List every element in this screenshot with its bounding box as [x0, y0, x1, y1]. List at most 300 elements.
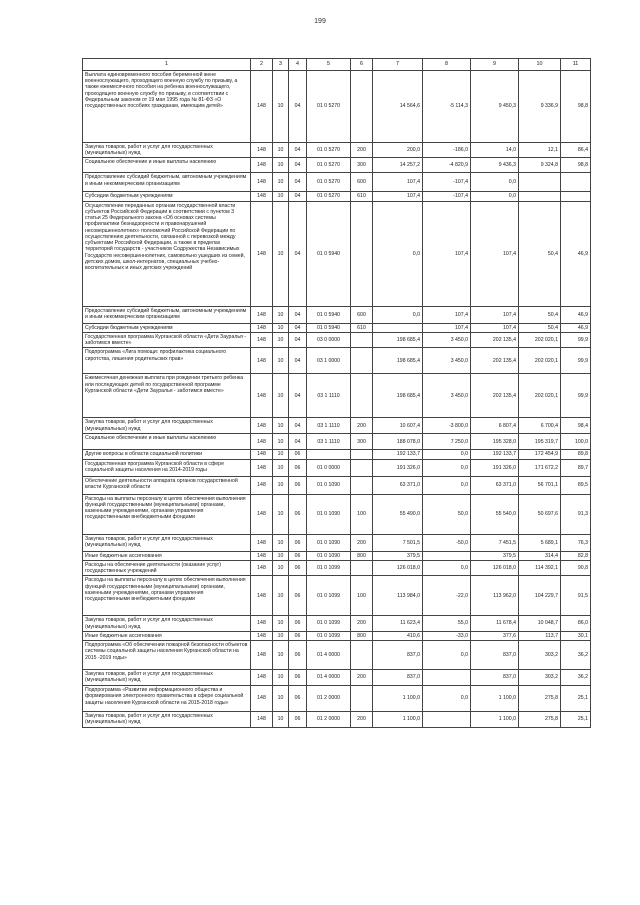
row-name-cell: Закупка товаров, работ и услуг для государственных (муниципальных) нужд	[83, 143, 251, 158]
row-value-cell: 10	[273, 418, 289, 434]
table-row	[83, 641, 591, 670]
column-header: 1	[83, 59, 251, 71]
row-value-cell: 610	[351, 192, 373, 201]
row-value-cell: 10	[273, 450, 289, 459]
row-name-cell: Подпрограмма «Развитие информационного общества и формирования электронного правительства в сфере социальной защиты населения Курганской области на 2015-2018 годы»	[83, 686, 251, 712]
row-value-cell: 01 0 1099	[307, 560, 351, 575]
row-value-cell: 202 020,1	[519, 374, 561, 418]
row-value-cell: 148	[251, 332, 273, 347]
row-value-cell: 107,4	[423, 201, 471, 306]
row-value-cell: 50,4	[519, 201, 561, 306]
row-name-cell: Закупка товаров, работ и услуг для государственных (муниципальных) нужд	[83, 712, 251, 727]
row-value-cell: 01 0 1099	[307, 616, 351, 631]
row-value-cell: 300	[351, 158, 373, 173]
row-value-cell: 01 0 1090	[307, 551, 351, 560]
row-value-cell: 98,8	[561, 71, 591, 143]
row-value-cell: 25,1	[561, 686, 591, 712]
row-value-cell: 06	[289, 670, 307, 686]
row-value-cell: 7 501,5	[373, 534, 423, 551]
row-name-cell: Иные бюджетные ассигнования	[83, 551, 251, 560]
row-value-cell: 1 100,0	[471, 686, 519, 712]
row-value-cell: 04	[289, 434, 307, 450]
row-value-cell: 198 685,4	[373, 332, 423, 347]
row-value-cell	[373, 323, 423, 332]
row-value-cell: 113 962,0	[471, 576, 519, 616]
row-value-cell: 10	[273, 143, 289, 158]
row-value-cell: 200	[351, 616, 373, 631]
row-value-cell: 148	[251, 201, 273, 306]
row-name-cell: Закупка товаров, работ и услуг для государственных (муниципальных) нужд	[83, 418, 251, 434]
row-value-cell: 14,0	[471, 143, 519, 158]
row-value-cell: 148	[251, 374, 273, 418]
row-value-cell: 04	[289, 71, 307, 143]
row-value-cell: 148	[251, 459, 273, 476]
row-value-cell: 100,0	[561, 434, 591, 450]
row-value-cell: -4 820,9	[423, 158, 471, 173]
row-value-cell	[423, 670, 471, 686]
row-value-cell: 06	[289, 560, 307, 575]
row-value-cell: 01 0 1099	[307, 576, 351, 616]
row-value-cell: 04	[289, 418, 307, 434]
row-value-cell	[351, 641, 373, 670]
row-value-cell: 50,0	[423, 494, 471, 534]
row-value-cell: 0,0	[423, 459, 471, 476]
row-value-cell: 800	[351, 551, 373, 560]
row-value-cell: 30,1	[561, 631, 591, 640]
row-value-cell	[351, 450, 373, 459]
row-value-cell: 01 0 5270	[307, 71, 351, 143]
column-header: 10	[519, 59, 561, 71]
table-row	[83, 712, 591, 727]
row-value-cell: 10	[273, 631, 289, 640]
table-row	[83, 494, 591, 534]
row-value-cell: 192 133,7	[373, 450, 423, 459]
row-value-cell	[351, 459, 373, 476]
row-value-cell: 04	[289, 158, 307, 173]
row-value-cell	[561, 173, 591, 192]
row-value-cell: 36,2	[561, 670, 591, 686]
row-value-cell: 06	[289, 641, 307, 670]
row-value-cell: 99,9	[561, 332, 591, 347]
row-value-cell: 0,0	[423, 686, 471, 712]
row-value-cell: 200,0	[373, 143, 423, 158]
row-name-cell: Расходы на выплаты персоналу в целях обеспечения выполнения функций государственными (муниципальными) органами, казенными учреждениями, органами управления государственными внебюджетными фондами	[83, 494, 251, 534]
row-value-cell: 113 984,0	[373, 576, 423, 616]
row-value-cell: 01 2 0000	[307, 712, 351, 727]
row-value-cell: 0,0	[373, 201, 423, 306]
column-header: 3	[273, 59, 289, 71]
row-value-cell: 25,1	[561, 712, 591, 727]
row-value-cell: 06	[289, 631, 307, 640]
table-row	[83, 374, 591, 418]
row-value-cell: 148	[251, 476, 273, 494]
row-value-cell: 148	[251, 686, 273, 712]
row-value-cell: 63 371,0	[471, 476, 519, 494]
row-value-cell: 82,8	[561, 551, 591, 560]
row-value-cell: 200	[351, 712, 373, 727]
row-value-cell: 76,3	[561, 534, 591, 551]
row-value-cell: 06	[289, 534, 307, 551]
row-value-cell: 148	[251, 616, 273, 631]
row-value-cell: 107,4	[373, 173, 423, 192]
row-value-cell	[351, 348, 373, 374]
row-value-cell: 200	[351, 534, 373, 551]
row-value-cell: 200	[351, 418, 373, 434]
row-name-cell: Субсидии бюджетным учреждениям	[83, 323, 251, 332]
row-value-cell: 01 0 5270	[307, 173, 351, 192]
row-value-cell: 04	[289, 143, 307, 158]
row-value-cell: 01 2 0000	[307, 686, 351, 712]
row-value-cell: 107,4	[373, 192, 423, 201]
row-value-cell: 99,9	[561, 348, 591, 374]
row-value-cell: 410,6	[373, 631, 423, 640]
row-value-cell: 03 0 0000	[307, 332, 351, 347]
row-value-cell: 04	[289, 192, 307, 201]
row-value-cell: 3 450,0	[423, 348, 471, 374]
row-value-cell: 50 697,6	[519, 494, 561, 534]
row-value-cell: 837,0	[373, 670, 423, 686]
row-value-cell: 01 0 5270	[307, 158, 351, 173]
row-value-cell: 04	[289, 306, 307, 323]
row-value-cell: 10	[273, 551, 289, 560]
row-value-cell: 06	[289, 551, 307, 560]
row-value-cell: 379,5	[373, 551, 423, 560]
row-name-cell: Обеспечение деятельности аппарата органов государственной власти Курганской области	[83, 476, 251, 494]
row-value-cell: 0,0	[423, 641, 471, 670]
row-value-cell: 06	[289, 616, 307, 631]
row-value-cell: 03 1 1110	[307, 434, 351, 450]
row-value-cell: 04	[289, 332, 307, 347]
row-name-cell: Ежемесячная денежная выплата при рождении третьего ребенка или последующих детей по государственной программе Курганской области «Дети Зауралья - заботимся вместе»	[83, 374, 251, 418]
row-value-cell: 03 1 1110	[307, 418, 351, 434]
row-value-cell: 01 0 5270	[307, 143, 351, 158]
row-value-cell: 99,9	[561, 374, 591, 418]
row-value-cell: 104 229,7	[519, 576, 561, 616]
row-name-cell: Другие вопросы в области социальной политики	[83, 450, 251, 459]
row-value-cell: 46,9	[561, 201, 591, 306]
table-row	[83, 551, 591, 560]
row-value-cell: 202 020,1	[519, 348, 561, 374]
row-value-cell: 107,4	[471, 306, 519, 323]
table-row	[83, 332, 591, 347]
row-value-cell: 195 319,7	[519, 434, 561, 450]
row-value-cell: 01 4 0000	[307, 641, 351, 670]
row-value-cell: 148	[251, 306, 273, 323]
column-header: 5	[307, 59, 351, 71]
row-name-cell: Субсидии бюджетным учреждениям	[83, 192, 251, 201]
row-value-cell: 148	[251, 143, 273, 158]
row-value-cell: 148	[251, 534, 273, 551]
row-value-cell: 04	[289, 374, 307, 418]
row-value-cell	[561, 192, 591, 201]
row-name-cell: Государственная программа Курганской области «Дети Зауралья - заботимся вместе»	[83, 332, 251, 347]
row-name-cell: Иные бюджетные ассигнования	[83, 631, 251, 640]
row-value-cell: 10	[273, 71, 289, 143]
table-row	[83, 434, 591, 450]
column-header: 9	[471, 59, 519, 71]
table-row	[83, 534, 591, 551]
row-name-cell: Расходы на обеспечение деятельности (оказание услуг) государственных учреждений	[83, 560, 251, 575]
row-value-cell: 01 0 1090	[307, 534, 351, 551]
row-value-cell: -5 114,3	[423, 71, 471, 143]
row-value-cell: 837,0	[471, 670, 519, 686]
row-value-cell: 04	[289, 323, 307, 332]
row-value-cell: 195 328,0	[471, 434, 519, 450]
row-value-cell: 63 371,0	[373, 476, 423, 494]
row-value-cell: 100	[351, 494, 373, 534]
row-value-cell: 50,4	[519, 323, 561, 332]
row-value-cell: 837,0	[471, 641, 519, 670]
row-name-cell: Закупка товаров, работ и услуг для государственных (муниципальных) нужд	[83, 616, 251, 631]
row-value-cell: 10	[273, 374, 289, 418]
row-value-cell: 10	[273, 641, 289, 670]
row-name-cell: Подпрограмма «Об обеспечении пожарной безопасности объектов системы социальной защиты населения Курганской области на 2015 -2019 годы»	[83, 641, 251, 670]
row-value-cell: 303,2	[519, 641, 561, 670]
row-value-cell	[519, 173, 561, 192]
table-row	[83, 348, 591, 374]
row-value-cell: 06	[289, 686, 307, 712]
column-header: 8	[423, 59, 471, 71]
row-value-cell: -50,0	[423, 534, 471, 551]
row-value-cell: 314,4	[519, 551, 561, 560]
table-row	[83, 192, 591, 201]
row-value-cell: 0,0	[423, 450, 471, 459]
row-value-cell: 148	[251, 192, 273, 201]
row-value-cell: 11 678,4	[471, 616, 519, 631]
row-value-cell: -107,4	[423, 173, 471, 192]
row-value-cell: 148	[251, 712, 273, 727]
row-value-cell: 202 135,4	[471, 374, 519, 418]
row-value-cell: 3 450,0	[423, 332, 471, 347]
row-value-cell: 198 685,4	[373, 374, 423, 418]
row-value-cell: 06	[289, 476, 307, 494]
row-value-cell: 126 018,0	[471, 560, 519, 575]
table-row	[83, 173, 591, 192]
row-value-cell: 188 078,0	[373, 434, 423, 450]
column-header: 6	[351, 59, 373, 71]
row-value-cell: 10	[273, 476, 289, 494]
table-row	[83, 418, 591, 434]
row-value-cell: 10	[273, 306, 289, 323]
row-value-cell: 89,8	[561, 450, 591, 459]
row-value-cell	[423, 551, 471, 560]
row-value-cell: 10	[273, 686, 289, 712]
table-row	[83, 670, 591, 686]
row-value-cell: 114 392,1	[519, 560, 561, 575]
row-value-cell: 01 0 5940	[307, 323, 351, 332]
row-name-cell: Предоставление субсидий бюджетным, автономным учреждениям и иным некоммерческим организациям	[83, 173, 251, 192]
row-value-cell: 191 326,0	[471, 459, 519, 476]
row-value-cell: 91,5	[561, 576, 591, 616]
row-value-cell: 56 701,1	[519, 476, 561, 494]
row-value-cell: 0,0	[423, 476, 471, 494]
row-value-cell: 379,5	[471, 551, 519, 560]
row-value-cell: 610	[351, 323, 373, 332]
row-value-cell: 89,7	[561, 459, 591, 476]
row-value-cell: 107,4	[423, 323, 471, 332]
row-value-cell: 202 135,4	[471, 348, 519, 374]
row-value-cell	[351, 374, 373, 418]
row-value-cell: 10	[273, 494, 289, 534]
row-value-cell: 04	[289, 173, 307, 192]
row-value-cell: 0,0	[471, 192, 519, 201]
row-value-cell: 6 700,4	[519, 418, 561, 434]
row-value-cell: 14 257,2	[373, 158, 423, 173]
row-value-cell: 148	[251, 173, 273, 192]
row-value-cell: 55,0	[423, 616, 471, 631]
row-value-cell: 98,8	[561, 158, 591, 173]
row-value-cell: 148	[251, 450, 273, 459]
row-value-cell: 50,4	[519, 306, 561, 323]
row-value-cell: 14 564,6	[373, 71, 423, 143]
row-value-cell	[351, 686, 373, 712]
table-row	[83, 158, 591, 173]
row-value-cell: 06	[289, 576, 307, 616]
row-value-cell: 107,4	[471, 201, 519, 306]
row-name-cell: Закупка товаров, работ и услуг для государственных (муниципальных) нужд	[83, 670, 251, 686]
row-value-cell: 01 0 0000	[307, 459, 351, 476]
row-value-cell	[307, 450, 351, 459]
row-value-cell	[351, 201, 373, 306]
row-value-cell: 5 689,1	[519, 534, 561, 551]
row-name-cell: Закупка товаров, работ и услуг для государственных (муниципальных) нужд	[83, 534, 251, 551]
row-value-cell: 46,9	[561, 306, 591, 323]
table-body	[83, 71, 591, 728]
row-name-cell: Подпрограмма «Лига помощи: профилактика социального сиротства, лишения родительских прав»	[83, 348, 251, 374]
row-value-cell: 0,0	[373, 306, 423, 323]
row-value-cell: 10	[273, 459, 289, 476]
table-row	[83, 560, 591, 575]
row-value-cell: 148	[251, 418, 273, 434]
row-value-cell: 800	[351, 631, 373, 640]
row-value-cell: -3 800,0	[423, 418, 471, 434]
table-row	[83, 306, 591, 323]
row-value-cell: 198 685,4	[373, 348, 423, 374]
row-value-cell: 107,4	[423, 306, 471, 323]
row-value-cell: 126 018,0	[373, 560, 423, 575]
row-value-cell: 10	[273, 323, 289, 332]
row-value-cell: 55 490,0	[373, 494, 423, 534]
row-value-cell: 01 0 1099	[307, 631, 351, 640]
row-value-cell: 10	[273, 712, 289, 727]
row-value-cell: 1 100,0	[373, 712, 423, 727]
row-value-cell: 9 436,3	[471, 158, 519, 173]
row-value-cell: 7 250,0	[423, 434, 471, 450]
row-value-cell: 04	[289, 348, 307, 374]
row-value-cell: 06	[289, 459, 307, 476]
row-value-cell: 10	[273, 434, 289, 450]
row-value-cell: 03 1 1110	[307, 374, 351, 418]
row-value-cell: 148	[251, 670, 273, 686]
row-value-cell: 148	[251, 348, 273, 374]
row-value-cell: 100	[351, 576, 373, 616]
row-value-cell: 10	[273, 670, 289, 686]
row-value-cell	[519, 192, 561, 201]
row-value-cell: -186,0	[423, 143, 471, 158]
row-value-cell: 3 450,0	[423, 374, 471, 418]
table-row	[83, 576, 591, 616]
table-row	[83, 476, 591, 494]
row-value-cell: 10 607,4	[373, 418, 423, 434]
row-value-cell: 148	[251, 560, 273, 575]
row-value-cell: 86,4	[561, 143, 591, 158]
row-value-cell: 600	[351, 173, 373, 192]
row-name-cell: Выплата единовременного пособия беременной жене военнослужащего, проходящего военную службу по призыву, а также ежемесячного пособия на ребенка военнослужащего, проходящего военную службу по призыву, в соответствии с Федеральным законом от 19 мая 1995 года № 81-ФЗ «О государственных пособиях гражданам, имеющим детей»	[83, 71, 251, 143]
row-value-cell: 03 1 0000	[307, 348, 351, 374]
row-value-cell: 01 0 1090	[307, 476, 351, 494]
table-row	[83, 323, 591, 332]
row-value-cell: 275,8	[519, 686, 561, 712]
row-value-cell: 10 048,7	[519, 616, 561, 631]
row-value-cell: 11 623,4	[373, 616, 423, 631]
row-value-cell: 86,0	[561, 616, 591, 631]
row-value-cell: 9 450,3	[471, 71, 519, 143]
row-value-cell: 10	[273, 348, 289, 374]
row-value-cell: 200	[351, 143, 373, 158]
row-value-cell: 06	[289, 450, 307, 459]
row-value-cell	[351, 476, 373, 494]
row-value-cell: 6 807,4	[471, 418, 519, 434]
table-row	[83, 459, 591, 476]
row-value-cell: 91,3	[561, 494, 591, 534]
row-value-cell: -107,4	[423, 192, 471, 201]
row-value-cell: 192 133,7	[471, 450, 519, 459]
row-value-cell: 200	[351, 670, 373, 686]
row-value-cell: 148	[251, 631, 273, 640]
page-number: 199	[314, 18, 326, 25]
row-value-cell: 90,8	[561, 560, 591, 575]
column-header: 7	[373, 59, 423, 71]
row-value-cell: 04	[289, 201, 307, 306]
row-value-cell: 202 135,4	[471, 332, 519, 347]
row-value-cell: 10	[273, 534, 289, 551]
row-value-cell: 300	[351, 434, 373, 450]
header-row	[83, 59, 591, 71]
row-value-cell: 0,0	[423, 560, 471, 575]
row-value-cell: 06	[289, 494, 307, 534]
row-value-cell: 36,2	[561, 641, 591, 670]
row-value-cell: 10	[273, 173, 289, 192]
row-value-cell: 600	[351, 306, 373, 323]
row-value-cell: 01 0 5270	[307, 192, 351, 201]
budget-sheet	[82, 58, 590, 728]
row-value-cell: 01 0 5940	[307, 201, 351, 306]
row-value-cell: 1 100,0	[373, 686, 423, 712]
row-name-cell: Расходы на выплаты персоналу в целях обеспечения выполнения функций государственными (муниципальными) органами, казенными учреждениями, органами управления государственными внебюджетными фондами	[83, 576, 251, 616]
row-value-cell: 148	[251, 158, 273, 173]
row-value-cell: 10	[273, 158, 289, 173]
row-name-cell: Предоставление субсидий бюджетным, автономным учреждениям и иным некоммерческим организациям	[83, 306, 251, 323]
row-value-cell: 10	[273, 201, 289, 306]
row-value-cell: 0,0	[471, 173, 519, 192]
row-value-cell	[351, 71, 373, 143]
table-row	[83, 616, 591, 631]
table-row	[83, 631, 591, 640]
row-value-cell: 837,0	[373, 641, 423, 670]
row-value-cell	[351, 332, 373, 347]
row-value-cell: 202 020,1	[519, 332, 561, 347]
row-value-cell: 148	[251, 71, 273, 143]
table-row	[83, 686, 591, 712]
row-value-cell: 10	[273, 576, 289, 616]
row-value-cell: 113,7	[519, 631, 561, 640]
row-value-cell: 9 336,9	[519, 71, 561, 143]
row-name-cell: Осуществление переданных органам государственной власти субъектов Российской Федерации в соответствии с пунктом 3 статьи 25 Федерального закона «Об основах системы профилактики безнадзорности и правонарушений несовершеннолетних» полномочий Российской Федерации по осуществлению деятельности, связанной с перевозкой между субъектами Российской Федерации, а также в пределах территорий государств - участников Содружества Независимых Государств несовершеннолетних, самовольно ушедших из семей, детских домов, школ-интернатов, специальных учебно-воспитательных и иных детских учреждений	[83, 201, 251, 306]
row-value-cell: 148	[251, 323, 273, 332]
row-value-cell: 7 451,5	[471, 534, 519, 551]
row-value-cell: 01 0 1090	[307, 494, 351, 534]
row-name-cell: Социальное обеспечение и иные выплаты населению	[83, 434, 251, 450]
